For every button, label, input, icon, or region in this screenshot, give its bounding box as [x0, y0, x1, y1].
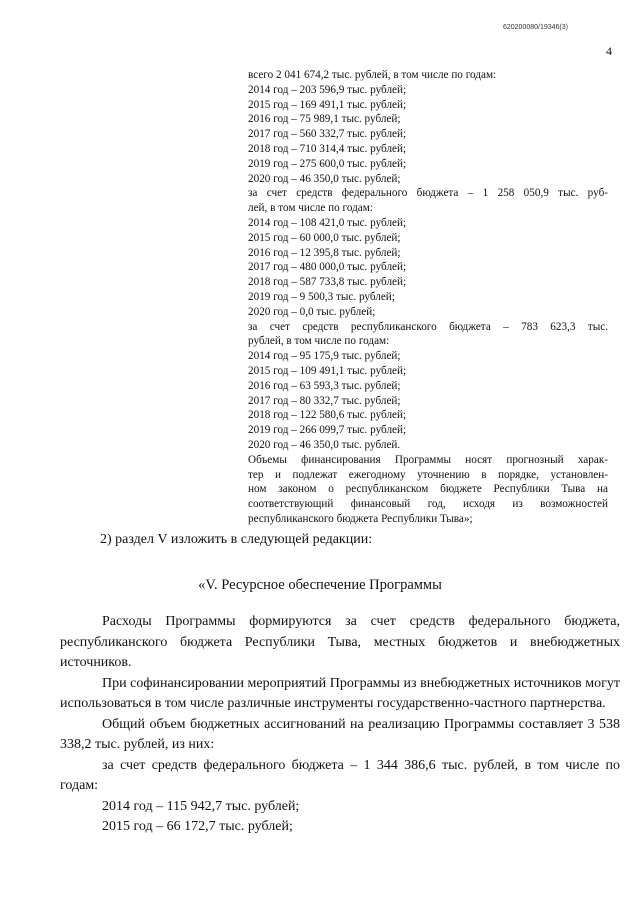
list-item: 2019 год – 275 600,0 тыс. рублей; [248, 157, 407, 170]
republic-line: за счет средств республиканского бюджета – 783 623,3 тыс. [248, 320, 608, 333]
section-title: «V. Ресурсное обеспечение Программы [198, 577, 442, 593]
amendment-item-2: 2) раздел V изложить в следующей редакции: [100, 532, 373, 547]
list-item: 2014 год – 115 942,7 тыс. рублей; [102, 798, 300, 814]
list-item: 2016 год – 63 593,3 тыс. рублей; [248, 379, 401, 392]
list-item: 2016 год – 12 395,8 тыс. рублей; [248, 246, 401, 259]
note-line: соответствующий финансовый год, исходя из возможностей [248, 498, 608, 511]
list-item: 2018 год – 122 580,6 тыс. рублей; [248, 409, 407, 422]
republic-line: рублей, в том числе по годам: [248, 335, 390, 348]
list-item: 2020 год – 46 350,0 тыс. рублей; [248, 172, 401, 185]
list-item: 2015 год – 169 491,1 тыс. рублей; [248, 98, 407, 111]
paragraph: Общий объем бюджетных ассигнований на реализацию Программы составляет 3 538 338,2 тыс. рублей, из них: [60, 716, 620, 752]
list-item: 2015 год – 66 172,7 тыс. рублей; [102, 819, 293, 834]
list-item: 2014 год – 203 596,9 тыс. рублей; [248, 83, 407, 96]
list-item: 2017 год – 480 000,0 тыс. рублей; [248, 261, 407, 274]
list-item: 2014 год – 95 175,9 тыс. рублей; [248, 350, 401, 363]
note-line: республиканского бюджета Республики Тыва»; [248, 512, 473, 525]
document-id: 620200080/19346(3) [502, 24, 568, 31]
note-line: Объемы финансирования Программы носят прогнозный харак- [248, 453, 608, 466]
federal-line: лей, в том числе по годам: [248, 202, 373, 215]
list-item: 2015 год – 60 000,0 тыс. рублей; [248, 231, 401, 244]
paragraph: за счет средств федерального бюджета – 1 344 386,6 тыс. рублей, в том числе по годам: [60, 757, 620, 793]
list-item: 2015 год – 109 491,1 тыс. рублей; [248, 364, 407, 377]
federal-line: за счет средств федерального бюджета – 1 258 050,9 тыс. руб- [248, 187, 608, 200]
page-number: 4 [606, 44, 612, 58]
list-item: 2017 год – 560 332,7 тыс. рублей; [248, 128, 407, 141]
paragraph: При софинансировании мероприятий Программы из внебюджетных источников могут использоваться в том числе различные инструменты государственно-частного партнерства. [60, 675, 620, 711]
note-line: ном законом о республиканском бюджете Республики Тыва на [248, 483, 608, 496]
main-text [60, 612, 620, 838]
list-item: 2020 год – 0,0 тыс. рублей; [248, 305, 376, 318]
list-item: 2020 год – 46 350,0 тыс. рублей. [248, 438, 401, 451]
list-item: 2019 год – 266 099,7 тыс. рублей; [248, 424, 407, 437]
list-item: 2014 год – 108 421,0 тыс. рублей; [248, 216, 407, 229]
list-item: 2019 год – 9 500,3 тыс. рублей; [248, 290, 395, 303]
funding-block [248, 68, 608, 527]
list-item: 2016 год – 75 989,1 тыс. рублей; [248, 113, 401, 126]
list-item: 2017 год – 80 332,7 тыс. рублей; [248, 394, 401, 407]
total-line: всего 2 041 674,2 тыс. рублей, в том числе по годам: [248, 69, 497, 81]
paragraph: Расходы Программы формируются за счет средств федерального бюджета, республиканского бюджета Республики Тыва, местных бюджетов и внебюджетных источников. [60, 614, 620, 670]
list-item: 2018 год – 587 733,8 тыс. рублей; [248, 276, 407, 289]
note-line: тер и подлежат ежегодному уточнению в порядке, установлен- [248, 468, 608, 481]
list-item: 2018 год – 710 314,4 тыс. рублей; [248, 142, 407, 155]
